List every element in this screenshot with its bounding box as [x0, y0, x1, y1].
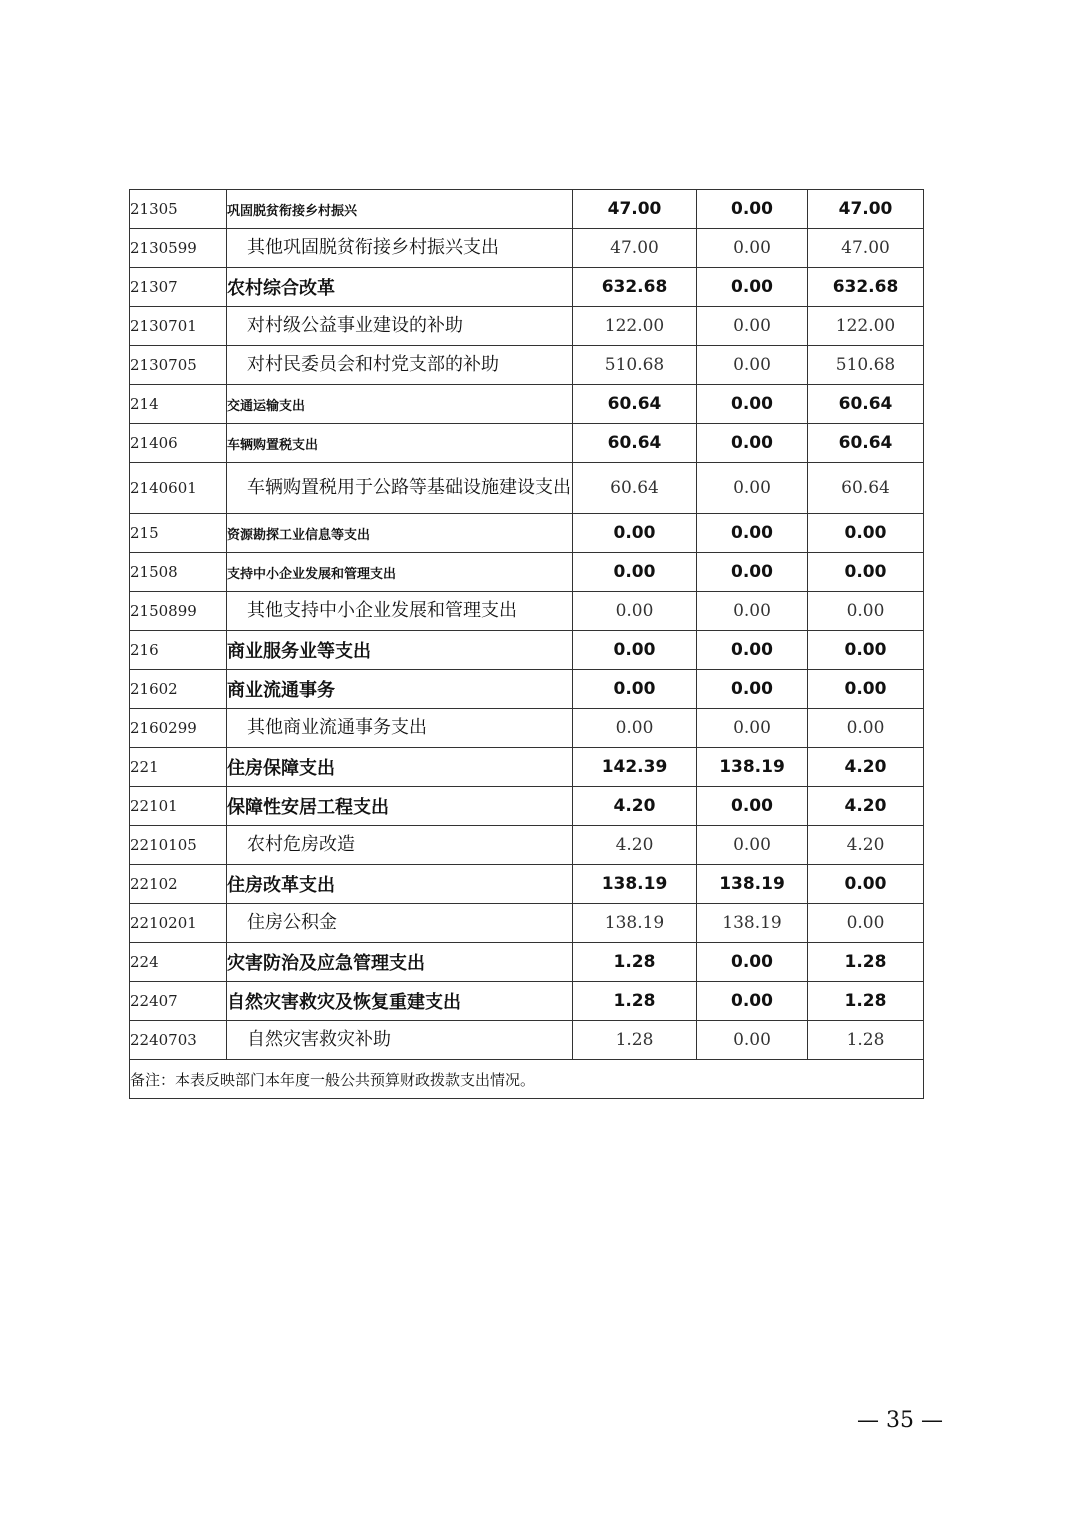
subject-name: 车辆购置税支出 — [227, 424, 573, 463]
project-value: 0.00 — [808, 631, 924, 670]
project-value: 0.00 — [808, 904, 924, 943]
subject-code: 2210105 — [130, 826, 227, 865]
subject-name: 住房公积金 — [227, 904, 573, 943]
subject-code: 22101 — [130, 787, 227, 826]
table-note: 备注：本表反映部门本年度一般公共预算财政拨款支出情况。 — [130, 1060, 924, 1099]
subject-name: 对村民委员会和村党支部的补助 — [227, 346, 573, 385]
total-value: 122.00 — [573, 307, 697, 346]
subject-name: 自然灾害救灾及恢复重建支出 — [227, 982, 573, 1021]
basic-value: 0.00 — [697, 514, 808, 553]
subject-code: 214 — [130, 385, 227, 424]
project-value: 4.20 — [808, 826, 924, 865]
project-value: 0.00 — [808, 553, 924, 592]
total-value: 0.00 — [573, 709, 697, 748]
total-value: 1.28 — [573, 943, 697, 982]
total-value: 510.68 — [573, 346, 697, 385]
basic-value: 138.19 — [697, 904, 808, 943]
project-value: 60.64 — [808, 385, 924, 424]
total-value: 138.19 — [573, 865, 697, 904]
table-row — [130, 346, 924, 385]
subject-name: 巩固脱贫衔接乡村振兴 — [227, 190, 573, 229]
table-row — [130, 631, 924, 670]
page-number: — 35 — — [857, 1408, 943, 1433]
total-value: 60.64 — [573, 463, 697, 514]
project-value: 60.64 — [808, 424, 924, 463]
basic-value: 138.19 — [697, 748, 808, 787]
basic-value: 0.00 — [697, 631, 808, 670]
table-row — [130, 307, 924, 346]
subject-code: 21305 — [130, 190, 227, 229]
project-value: 47.00 — [808, 229, 924, 268]
total-value: 0.00 — [573, 592, 697, 631]
subject-name: 其他支持中小企业发展和管理支出 — [227, 592, 573, 631]
subject-code: 224 — [130, 943, 227, 982]
project-value: 0.00 — [808, 670, 924, 709]
table-row — [130, 385, 924, 424]
basic-value: 0.00 — [697, 190, 808, 229]
basic-value: 0.00 — [697, 592, 808, 631]
project-value: 0.00 — [808, 709, 924, 748]
subject-name: 住房保障支出 — [227, 748, 573, 787]
table-row — [130, 268, 924, 307]
subject-name: 保障性安居工程支出 — [227, 787, 573, 826]
total-value: 1.28 — [573, 982, 697, 1021]
project-value: 4.20 — [808, 787, 924, 826]
project-value: 4.20 — [808, 748, 924, 787]
basic-value: 0.00 — [697, 553, 808, 592]
subject-name: 农村危房改造 — [227, 826, 573, 865]
basic-value: 0.00 — [697, 943, 808, 982]
basic-value: 0.00 — [697, 826, 808, 865]
total-value: 0.00 — [573, 631, 697, 670]
table-row — [130, 463, 924, 514]
project-value: 47.00 — [808, 190, 924, 229]
table-row — [130, 748, 924, 787]
table-row — [130, 190, 924, 229]
total-value: 632.68 — [573, 268, 697, 307]
basic-value: 0.00 — [697, 346, 808, 385]
table-row — [130, 904, 924, 943]
subject-name: 商业服务业等支出 — [227, 631, 573, 670]
project-value: 1.28 — [808, 982, 924, 1021]
basic-value: 0.00 — [697, 424, 808, 463]
basic-value: 0.00 — [697, 787, 808, 826]
subject-name: 支持中小企业发展和管理支出 — [227, 553, 573, 592]
project-value: 510.68 — [808, 346, 924, 385]
basic-value: 0.00 — [697, 709, 808, 748]
subject-code: 2130701 — [130, 307, 227, 346]
project-value: 0.00 — [808, 514, 924, 553]
total-value: 47.00 — [573, 190, 697, 229]
project-value: 632.68 — [808, 268, 924, 307]
subject-name: 灾害防治及应急管理支出 — [227, 943, 573, 982]
subject-name: 资源勘探工业信息等支出 — [227, 514, 573, 553]
table-row — [130, 709, 924, 748]
total-value: 0.00 — [573, 514, 697, 553]
subject-code: 2160299 — [130, 709, 227, 748]
table-row — [130, 943, 924, 982]
project-value: 1.28 — [808, 943, 924, 982]
subject-code: 21602 — [130, 670, 227, 709]
total-value: 47.00 — [573, 229, 697, 268]
subject-name: 农村综合改革 — [227, 268, 573, 307]
basic-value: 138.19 — [697, 865, 808, 904]
table-row — [130, 592, 924, 631]
total-value: 60.64 — [573, 424, 697, 463]
basic-value: 0.00 — [697, 229, 808, 268]
subject-code: 2240703 — [130, 1021, 227, 1060]
basic-value: 0.00 — [697, 307, 808, 346]
table-row — [130, 826, 924, 865]
subject-code: 21406 — [130, 424, 227, 463]
subject-code: 221 — [130, 748, 227, 787]
subject-code: 216 — [130, 631, 227, 670]
subject-code: 2130599 — [130, 229, 227, 268]
subject-name: 交通运输支出 — [227, 385, 573, 424]
total-value: 4.20 — [573, 787, 697, 826]
subject-code: 22102 — [130, 865, 227, 904]
subject-name: 对村级公益事业建设的补助 — [227, 307, 573, 346]
note-row — [130, 1060, 924, 1099]
project-value: 1.28 — [808, 1021, 924, 1060]
total-value: 1.28 — [573, 1021, 697, 1060]
table-row — [130, 982, 924, 1021]
total-value: 0.00 — [573, 670, 697, 709]
project-value: 122.00 — [808, 307, 924, 346]
subject-name: 车辆购置税用于公路等基础设施建设支出 — [227, 463, 573, 514]
table-row — [130, 424, 924, 463]
project-value: 0.00 — [808, 592, 924, 631]
budget-expenditure-table — [129, 189, 924, 1099]
subject-name: 自然灾害救灾补助 — [227, 1021, 573, 1060]
total-value: 0.00 — [573, 553, 697, 592]
basic-value: 0.00 — [697, 982, 808, 1021]
project-value: 0.00 — [808, 865, 924, 904]
subject-code: 2140601 — [130, 463, 227, 514]
table-row — [130, 670, 924, 709]
subject-name: 商业流通事务 — [227, 670, 573, 709]
table-row — [130, 1021, 924, 1060]
subject-name: 住房改革支出 — [227, 865, 573, 904]
subject-code: 21508 — [130, 553, 227, 592]
subject-code: 22407 — [130, 982, 227, 1021]
basic-value: 0.00 — [697, 385, 808, 424]
total-value: 4.20 — [573, 826, 697, 865]
basic-value: 0.00 — [697, 268, 808, 307]
subject-name: 其他巩固脱贫衔接乡村振兴支出 — [227, 229, 573, 268]
basic-value: 0.00 — [697, 463, 808, 514]
total-value: 138.19 — [573, 904, 697, 943]
total-value: 142.39 — [573, 748, 697, 787]
basic-value: 0.00 — [697, 670, 808, 709]
total-value: 60.64 — [573, 385, 697, 424]
table-row — [130, 229, 924, 268]
subject-code: 2130705 — [130, 346, 227, 385]
subject-code: 2210201 — [130, 904, 227, 943]
subject-name: 其他商业流通事务支出 — [227, 709, 573, 748]
project-value: 60.64 — [808, 463, 924, 514]
table-row — [130, 865, 924, 904]
basic-value: 0.00 — [697, 1021, 808, 1060]
table-row — [130, 553, 924, 592]
subject-code: 21307 — [130, 268, 227, 307]
subject-code: 2150899 — [130, 592, 227, 631]
table-row — [130, 787, 924, 826]
table-row — [130, 514, 924, 553]
subject-code: 215 — [130, 514, 227, 553]
